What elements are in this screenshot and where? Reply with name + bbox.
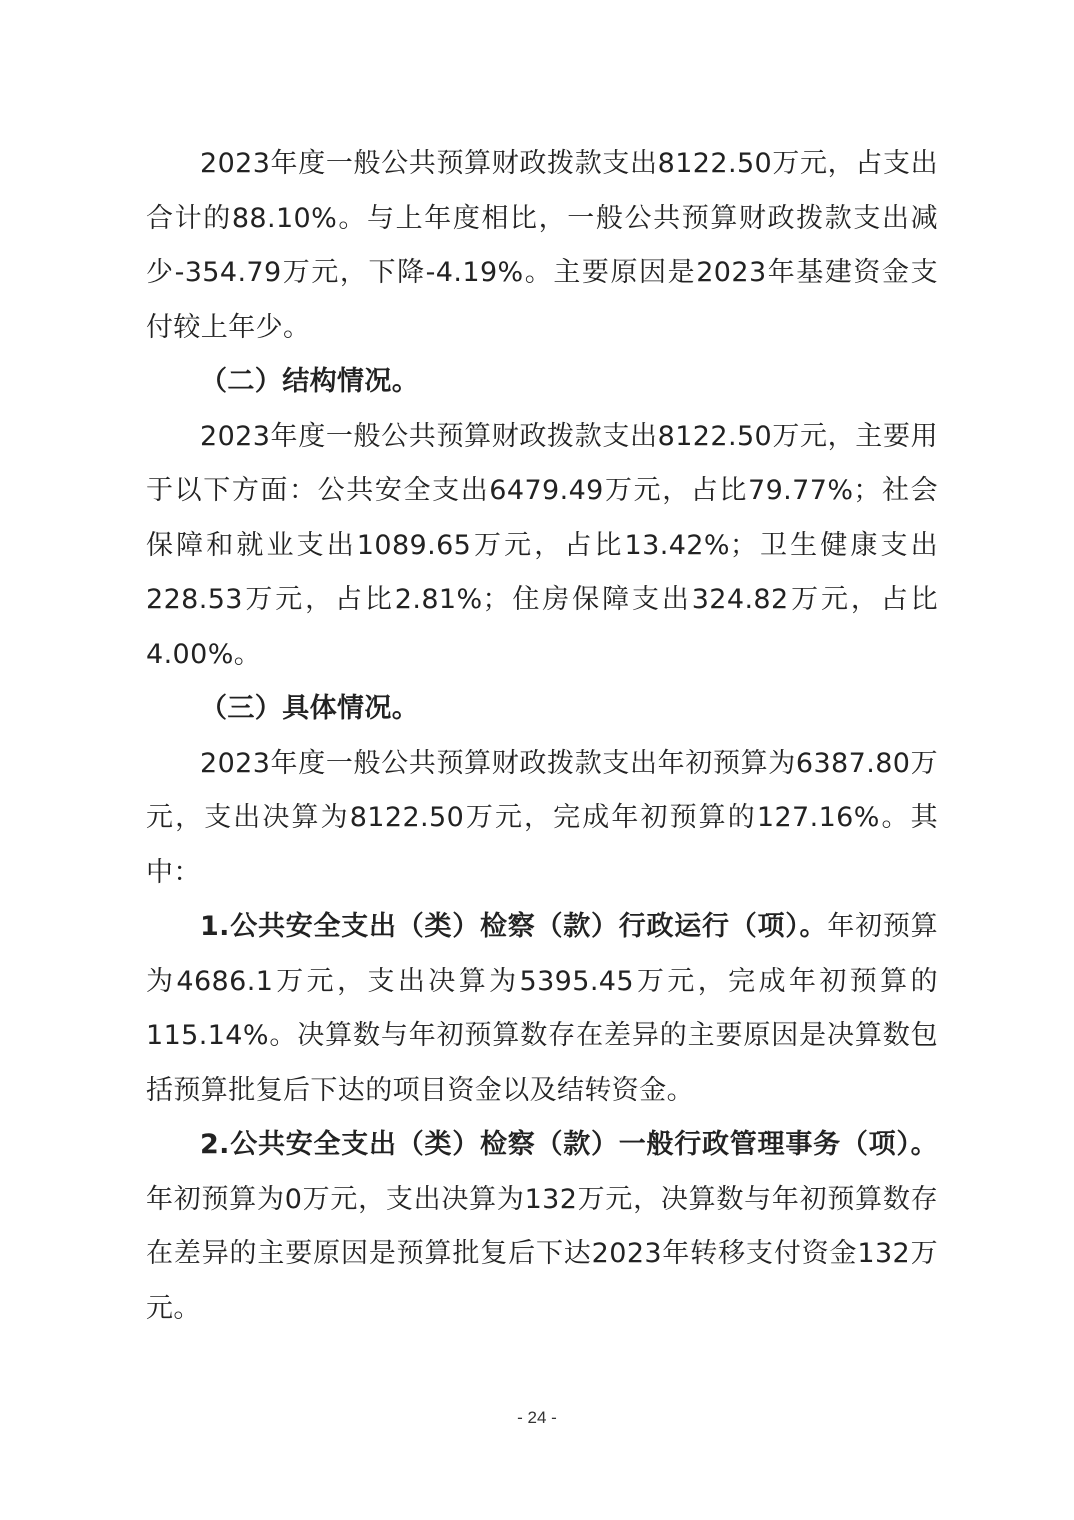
paragraph-item-2 — [146, 1118, 938, 1336]
item-1-body: 年初预算为4686.1万元，支出决算为5395.45万元，完成年初预算的115.14%。决算数与年初预算数存在差异的主要原因是决算数包括预算批复后下达的项目资金以及结转资金。 — [146, 911, 938, 1106]
paragraph-details: 2023年度一般公共预算财政拨款支出年初预算为6387.80万元，支出决算为8122.50万元，完成年初预算的127.16%。其中： — [146, 747, 938, 888]
paragraph-expenditure-overview: 2023年度一般公共预算财政拨款支出8122.50万元，占支出合计的88.10%。与上年度相比，一般公共预算财政拨款支出减少-354.79万元，下降-4.19%。主要原因是2023年基建资金支付较上年少。 — [146, 148, 938, 343]
paragraph-item-1 — [146, 900, 938, 1118]
item-2-body: 年初预算为0万元，支出决算为132万元，决算数与年初预算数存在差异的主要原因是预算批复后下达2023年转移支付资金132万元。 — [146, 1183, 938, 1324]
paragraph-structure: 2023年度一般公共预算财政拨款支出8122.50万元，主要用于以下方面：公共安全支出6479.49万元，占比79.77%；社会保障和就业支出1089.65万元，占比13.42%；卫生健康支出228.53万元，占比2.81%；住房保障支出324.82万元，占比4.00%。 — [146, 420, 938, 670]
item-1-lead: 1.公共安全支出（类）检察（款）行政运行（项）。 — [200, 911, 828, 942]
document-body — [146, 137, 938, 1336]
heading-structure: （二）结构情况。 — [200, 366, 420, 397]
page-number: - 24 - — [517, 1408, 557, 1427]
item-2-lead: 2.公共安全支出（类）检察（款）一般行政管理事务（项）。 — [200, 1129, 938, 1160]
heading-details: （三）具体情况。 — [200, 693, 420, 724]
